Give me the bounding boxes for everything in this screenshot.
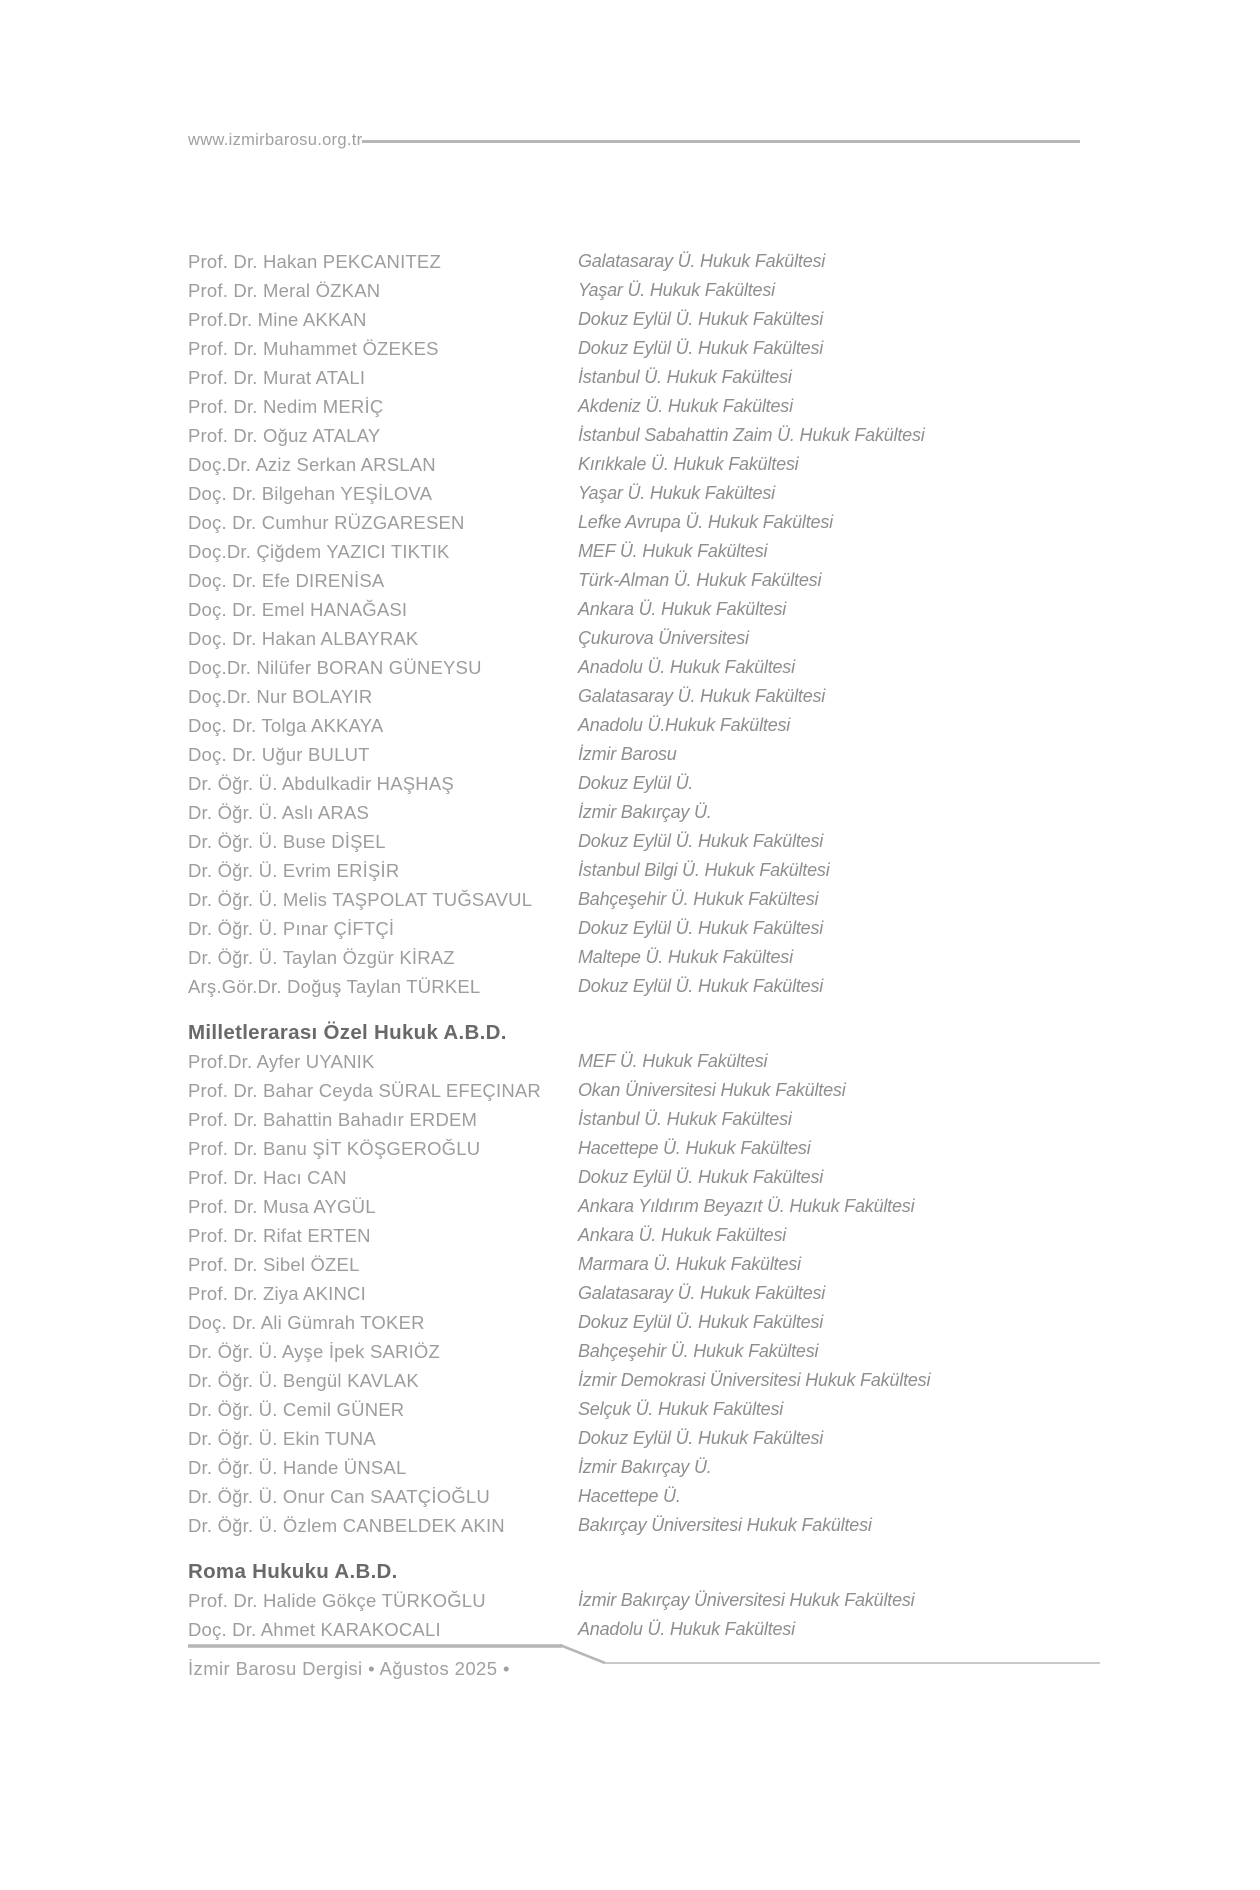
person-affiliation: MEF Ü. Hukuk Fakültesi — [578, 541, 768, 561]
person-affiliation: MEF Ü. Hukuk Fakültesi — [578, 1051, 768, 1071]
list-item — [188, 856, 1118, 885]
list-item — [188, 943, 1118, 972]
person-affiliation: Dokuz Eylül Ü. — [578, 773, 694, 793]
person-name: Dr. Öğr. Ü. Aslı ARAS — [188, 802, 370, 823]
person-affiliation: Galatasaray Ü. Hukuk Fakültesi — [578, 686, 826, 706]
person-name: Prof. Dr. Bahar Ceyda SÜRAL EFEÇINAR — [188, 1080, 541, 1101]
person-affiliation: Dokuz Eylül Ü. Hukuk Fakültesi — [578, 1167, 824, 1187]
person-name: Prof. Dr. Oğuz ATALAY — [188, 425, 381, 446]
person-name: Doç. Dr. Emel HANAĞASI — [188, 599, 408, 620]
person-affiliation: İzmir Bakırçay Ü. — [578, 1457, 712, 1477]
list-item — [188, 914, 1118, 943]
person-affiliation: Selçuk Ü. Hukuk Fakültesi — [578, 1399, 784, 1419]
list-item — [188, 1366, 1118, 1395]
person-affiliation: Hacettepe Ü. Hukuk Fakültesi — [578, 1138, 811, 1158]
page-footer — [0, 1642, 1260, 1702]
person-affiliation: Anadolu Ü.Hukuk Fakültesi — [578, 715, 791, 735]
person-name: Prof. Dr. Nedim MERİÇ — [188, 396, 384, 417]
person-affiliation: Dokuz Eylül Ü. Hukuk Fakültesi — [578, 309, 824, 329]
list-item — [188, 508, 1118, 537]
person-name: Doç.Dr. Aziz Serkan ARSLAN — [188, 454, 436, 475]
person-affiliation: Dokuz Eylül Ü. Hukuk Fakültesi — [578, 976, 824, 996]
person-name: Dr. Öğr. Ü. Bengül KAVLAK — [188, 1370, 419, 1391]
person-name: Prof. Dr. Hacı CAN — [188, 1167, 347, 1188]
list-item — [188, 479, 1118, 508]
person-affiliation: Dokuz Eylül Ü. Hukuk Fakültesi — [578, 338, 824, 358]
person-affiliation: Dokuz Eylül Ü. Hukuk Fakültesi — [578, 1428, 824, 1448]
list-item — [188, 1105, 1118, 1134]
person-name: Dr. Öğr. Ü. Özlem CANBELDEK AKIN — [188, 1515, 505, 1536]
person-name: Dr. Öğr. Ü. Ekin TUNA — [188, 1428, 376, 1449]
person-affiliation: Akdeniz Ü. Hukuk Fakültesi — [578, 396, 793, 416]
list-item — [188, 1221, 1118, 1250]
person-name: Doç.Dr. Çiğdem YAZICI TIKTIK — [188, 541, 450, 562]
list-item — [188, 1453, 1118, 1482]
list-item — [188, 537, 1118, 566]
person-name: Arş.Gör.Dr. Doğuş Taylan TÜRKEL — [188, 976, 481, 997]
person-affiliation: Dokuz Eylül Ü. Hukuk Fakültesi — [578, 1312, 824, 1332]
list-item — [188, 392, 1118, 421]
person-name: Doç. Dr. Efe DIRENİSA — [188, 570, 385, 591]
person-name: Dr. Öğr. Ü. Hande ÜNSAL — [188, 1457, 407, 1478]
person-name: Doç. Dr. Hakan ALBAYRAK — [188, 628, 419, 649]
list-item — [188, 1482, 1118, 1511]
list-item — [188, 421, 1118, 450]
person-name: Doç. Dr. Uğur BULUT — [188, 744, 370, 765]
person-affiliation: Yaşar Ü. Hukuk Fakültesi — [578, 483, 775, 503]
person-affiliation: Bakırçay Üniversitesi Hukuk Fakültesi — [578, 1515, 872, 1535]
person-name: Dr. Öğr. Ü. Ayşe İpek SARIÖZ — [188, 1341, 441, 1362]
list-item — [188, 1424, 1118, 1453]
person-affiliation: Anadolu Ü. Hukuk Fakültesi — [578, 657, 795, 677]
list-item — [188, 247, 1118, 276]
person-name: Dr. Öğr. Ü. Onur Can SAATÇİOĞLU — [188, 1486, 490, 1507]
list-item — [188, 711, 1118, 740]
person-name: Dr. Öğr. Ü. Pınar ÇİFTÇİ — [188, 918, 395, 939]
header-rule — [362, 140, 1080, 143]
person-affiliation: Okan Üniversitesi Hukuk Fakültesi — [578, 1080, 846, 1100]
person-name: Doç. Dr. Ahmet KARAKOCALI — [188, 1619, 441, 1640]
person-affiliation: Maltepe Ü. Hukuk Fakültesi — [578, 947, 793, 967]
person-affiliation: Anadolu Ü. Hukuk Fakültesi — [578, 1619, 795, 1639]
faculty-list — [188, 247, 1118, 1644]
person-affiliation: İzmir Demokrasi Üniversitesi Hukuk Fakültesi — [578, 1370, 931, 1390]
person-affiliation: İstanbul Sabahattin Zaim Ü. Hukuk Fakültesi — [578, 425, 925, 445]
list-item — [188, 1279, 1118, 1308]
list-item — [188, 334, 1118, 363]
person-affiliation: Dokuz Eylül Ü. Hukuk Fakültesi — [578, 831, 824, 851]
person-name: Dr. Öğr. Ü. Cemil GÜNER — [188, 1399, 405, 1420]
header-url: www.izmirbarosu.org.tr — [188, 131, 363, 149]
list-item — [188, 276, 1118, 305]
person-name: Dr. Öğr. Ü. Evrim ERİŞİR — [188, 860, 400, 881]
person-name: Prof. Dr. Sibel ÖZEL — [188, 1254, 360, 1275]
person-affiliation: Hacettepe Ü. — [578, 1486, 681, 1506]
person-name: Doç. Dr. Cumhur RÜZGARESEN — [188, 512, 465, 533]
person-affiliation: Ankara Yıldırım Beyazıt Ü. Hukuk Fakültesi — [578, 1196, 915, 1216]
person-name: Prof.Dr. Ayfer UYANIK — [188, 1051, 375, 1072]
person-affiliation: Galatasaray Ü. Hukuk Fakültesi — [578, 1283, 826, 1303]
person-name: Dr. Öğr. Ü. Abdulkadir HAŞHAŞ — [188, 773, 454, 794]
section-heading: Milletlerarası Özel Hukuk A.B.D. — [188, 1021, 507, 1044]
list-item — [188, 1250, 1118, 1279]
list-item — [188, 1395, 1118, 1424]
person-name: Prof. Dr. Hakan PEKCANITEZ — [188, 251, 441, 272]
person-name: Prof. Dr. Ziya AKINCI — [188, 1283, 366, 1304]
person-name: Doç.Dr. Nilüfer BORAN GÜNEYSU — [188, 657, 482, 678]
person-name: Dr. Öğr. Ü. Taylan Özgür KİRAZ — [188, 947, 455, 968]
person-name: Prof.Dr. Mine AKKAN — [188, 309, 367, 330]
list-item — [188, 1586, 1118, 1615]
list-item — [188, 1076, 1118, 1105]
person-affiliation: İstanbul Ü. Hukuk Fakültesi — [578, 367, 792, 387]
list-item — [188, 1511, 1118, 1540]
person-affiliation: İstanbul Ü. Hukuk Fakültesi — [578, 1109, 792, 1129]
list-item — [188, 972, 1118, 1001]
list-item — [188, 827, 1118, 856]
section-heading: Roma Hukuku A.B.D. — [188, 1560, 398, 1583]
person-affiliation: Ankara Ü. Hukuk Fakültesi — [578, 599, 787, 619]
person-affiliation: İzmir Bakırçay Ü. — [578, 802, 712, 822]
list-item — [188, 798, 1118, 827]
person-affiliation: Lefke Avrupa Ü. Hukuk Fakültesi — [578, 512, 833, 532]
person-affiliation: Kırıkkale Ü. Hukuk Fakültesi — [578, 454, 799, 474]
person-name: Doç.Dr. Nur BOLAYIR — [188, 686, 373, 707]
person-affiliation: Dokuz Eylül Ü. Hukuk Fakültesi — [578, 918, 824, 938]
list-item — [188, 1308, 1118, 1337]
person-name: Prof. Dr. Rifat ERTEN — [188, 1225, 371, 1246]
footer-journal-label: İzmir Barosu Dergisi • Ağustos 2025 • — [188, 1658, 510, 1679]
list-item — [188, 566, 1118, 595]
list-item — [188, 1192, 1118, 1221]
person-name: Prof. Dr. Musa AYGÜL — [188, 1196, 376, 1217]
person-affiliation: İstanbul Bilgi Ü. Hukuk Fakültesi — [578, 860, 830, 880]
person-affiliation: İzmir Barosu — [578, 744, 677, 764]
list-item — [188, 363, 1118, 392]
person-name: Prof. Dr. Muhammet ÖZEKES — [188, 338, 439, 359]
page-header — [188, 131, 1080, 150]
list-item — [188, 653, 1118, 682]
person-name: Doç. Dr. Ali Gümrah TOKER — [188, 1312, 425, 1333]
list-item — [188, 595, 1118, 624]
person-name: Prof. Dr. Meral ÖZKAN — [188, 280, 381, 301]
list-item — [188, 682, 1118, 711]
list-item — [188, 885, 1118, 914]
person-name: Dr. Öğr. Ü. Melis TAŞPOLAT TUĞSAVUL — [188, 889, 533, 910]
person-affiliation: Çukurova Üniversitesi — [578, 628, 749, 648]
person-affiliation: Bahçeşehir Ü. Hukuk Fakültesi — [578, 889, 819, 909]
list-item — [188, 1134, 1118, 1163]
list-item — [188, 1163, 1118, 1192]
list-item — [188, 740, 1118, 769]
list-item — [188, 450, 1118, 479]
person-name: Prof. Dr. Halide Gökçe TÜRKOĞLU — [188, 1590, 486, 1611]
list-item — [188, 1047, 1118, 1076]
person-name: Prof. Dr. Murat ATALI — [188, 367, 366, 388]
person-affiliation: Yaşar Ü. Hukuk Fakültesi — [578, 280, 775, 300]
person-affiliation: Ankara Ü. Hukuk Fakültesi — [578, 1225, 787, 1245]
person-name: Prof. Dr. Bahattin Bahadır ERDEM — [188, 1109, 478, 1130]
list-item — [188, 624, 1118, 653]
person-name: Doç. Dr. Bilgehan YEŞİLOVA — [188, 483, 433, 504]
person-affiliation: İzmir Bakırçay Üniversitesi Hukuk Fakültesi — [578, 1590, 915, 1610]
person-name: Dr. Öğr. Ü. Buse DİŞEL — [188, 831, 386, 852]
person-affiliation: Marmara Ü. Hukuk Fakültesi — [578, 1254, 801, 1274]
person-name: Prof. Dr. Banu ŞİT KÖŞGEROĞLU — [188, 1138, 481, 1159]
person-affiliation: Galatasaray Ü. Hukuk Fakültesi — [578, 251, 826, 271]
list-item — [188, 1337, 1118, 1366]
person-affiliation: Türk-Alman Ü. Hukuk Fakültesi — [578, 570, 822, 590]
person-affiliation: Bahçeşehir Ü. Hukuk Fakültesi — [578, 1341, 819, 1361]
person-name: Doç. Dr. Tolga AKKAYA — [188, 715, 384, 736]
list-item — [188, 769, 1118, 798]
list-item — [188, 305, 1118, 334]
list-item — [188, 1615, 1118, 1644]
